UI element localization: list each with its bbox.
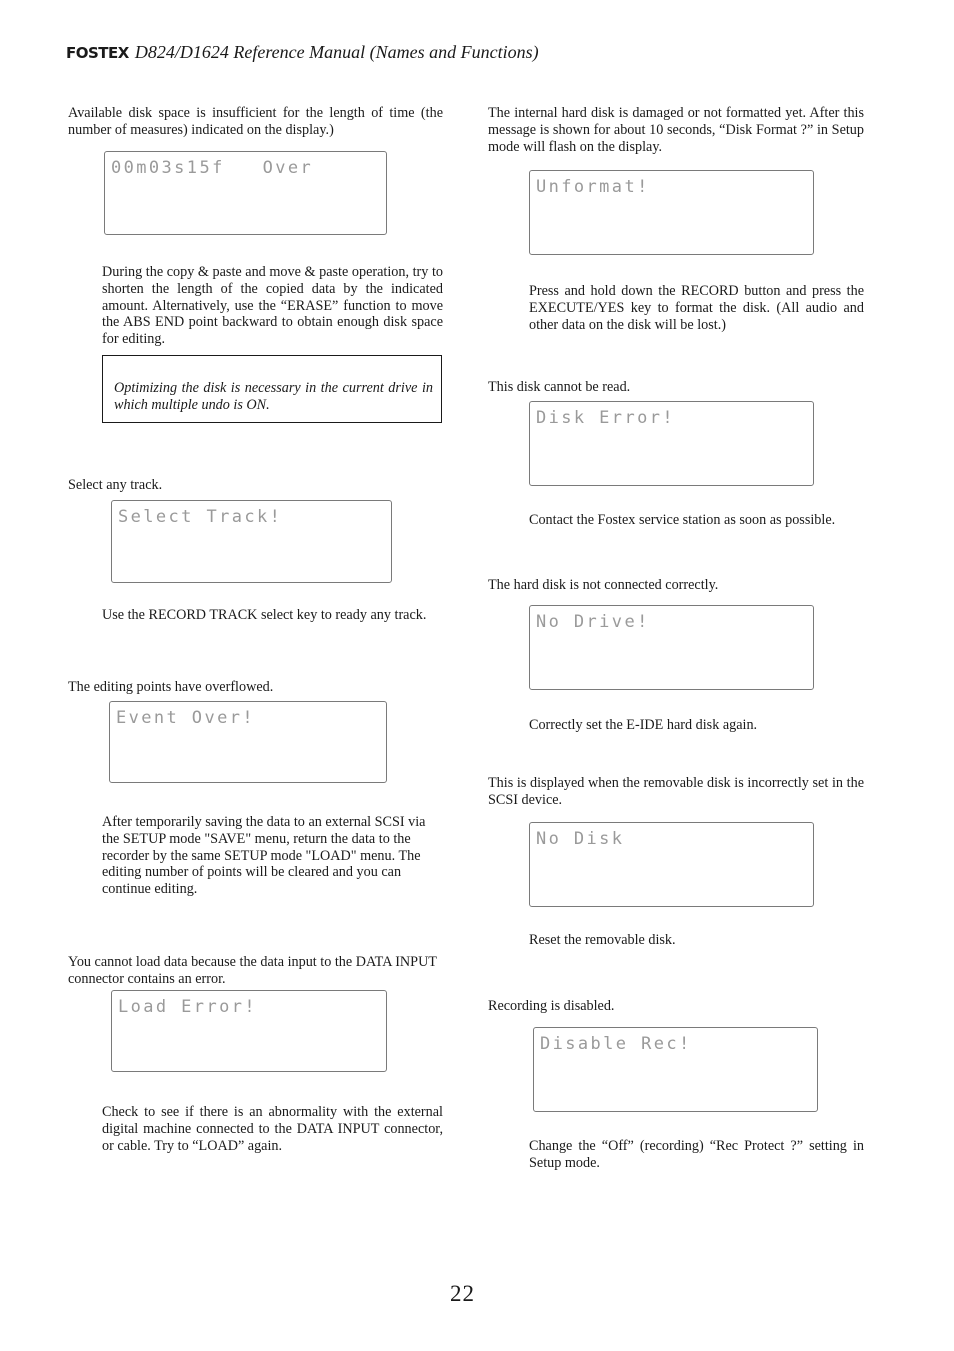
note-text: Optimizing the disk is necessary in the current drive in which multiple undo is ON. [114, 380, 433, 413]
display-text: Disk Error! [536, 408, 675, 428]
unformat-description: The internal hard disk is damaged or not formatted yet. After this message is shown for about 10 seconds, “Disk Format ?” in Setup mode will flash on the display. [488, 105, 864, 155]
unformat-display [529, 170, 814, 255]
display-text: Event Over! [116, 708, 255, 728]
load-error-display [111, 990, 387, 1072]
no-disk-display [529, 822, 814, 907]
select-track-description: Select any track. [68, 477, 163, 493]
disk-error-description: This disk cannot be read. [488, 379, 631, 395]
event-over-remedy: After temporarily saving the data to an external SCSI via the SETUP mode "SAVE" menu, return the data to the recorder by the same SETUP mode "LOAD" menu. The editing number of points will be cleared and you can continue editing. [102, 814, 426, 898]
display-text: Unformat! [536, 177, 650, 197]
no-disk-remedy: Reset the removable disk. [529, 932, 676, 948]
load-error-description: You cannot load data because the data input to the DATA INPUT connector contains an error. [68, 954, 437, 987]
page-title: D824/D1624 Reference Manual (Names and Functions) [134, 42, 539, 62]
disk-error-display [529, 401, 814, 486]
no-drive-display [529, 605, 814, 690]
disable-rec-description: Recording is disabled. [488, 998, 615, 1014]
page-header [66, 42, 539, 68]
disable-rec-remedy: Change the “Off” (recording) “Rec Protect ?” setting in Setup mode. [529, 1138, 864, 1171]
disable-rec-display [533, 1027, 818, 1112]
no-drive-remedy: Correctly set the E-IDE hard disk again. [529, 717, 758, 733]
display-text: Select Track! [118, 507, 283, 527]
display-text: No Disk [536, 829, 625, 849]
over-display [104, 151, 387, 235]
over-description: Available disk space is insufficient for the length of time (the number of measures) indicated on the display.) [68, 105, 443, 138]
over-remedy: During the copy & paste and move & paste operation, try to shorten the length of the copied data by the indicated amount. Alternatively, use the “ERASE” function to move the ABS END point backward to obtain enough disk space for editing. [102, 264, 443, 348]
brand-logo: FOSTEX [66, 44, 129, 62]
page-number: 22 [450, 1281, 475, 1306]
display-text: Disable Rec! [540, 1034, 692, 1054]
note-box [102, 355, 442, 423]
display-text: Load Error! [118, 997, 257, 1017]
event-over-display [109, 701, 387, 783]
load-error-remedy: Check to see if there is an abnormality with the external digital machine connected to the DATA INPUT connector, or cable. Try to “LOAD” again. [102, 1104, 443, 1154]
select-track-display [111, 500, 392, 583]
display-text: No Drive! [536, 612, 650, 632]
select-track-remedy: Use the RECORD TRACK select key to ready any track. [102, 607, 427, 623]
display-text: 00m03s15f Over [111, 158, 314, 178]
no-disk-description: This is displayed when the removable disk is incorrectly set in the SCSI device. [488, 775, 864, 808]
unformat-remedy: Press and hold down the RECORD button and press the EXECUTE/YES key to format the disk. (All audio and other data on the disk will be lost.) [529, 283, 864, 333]
disk-error-remedy: Contact the Fostex service station as soon as possible. [529, 512, 836, 528]
event-over-description: The editing points have overflowed. [68, 679, 274, 695]
no-drive-description: The hard disk is not connected correctly. [488, 577, 719, 593]
